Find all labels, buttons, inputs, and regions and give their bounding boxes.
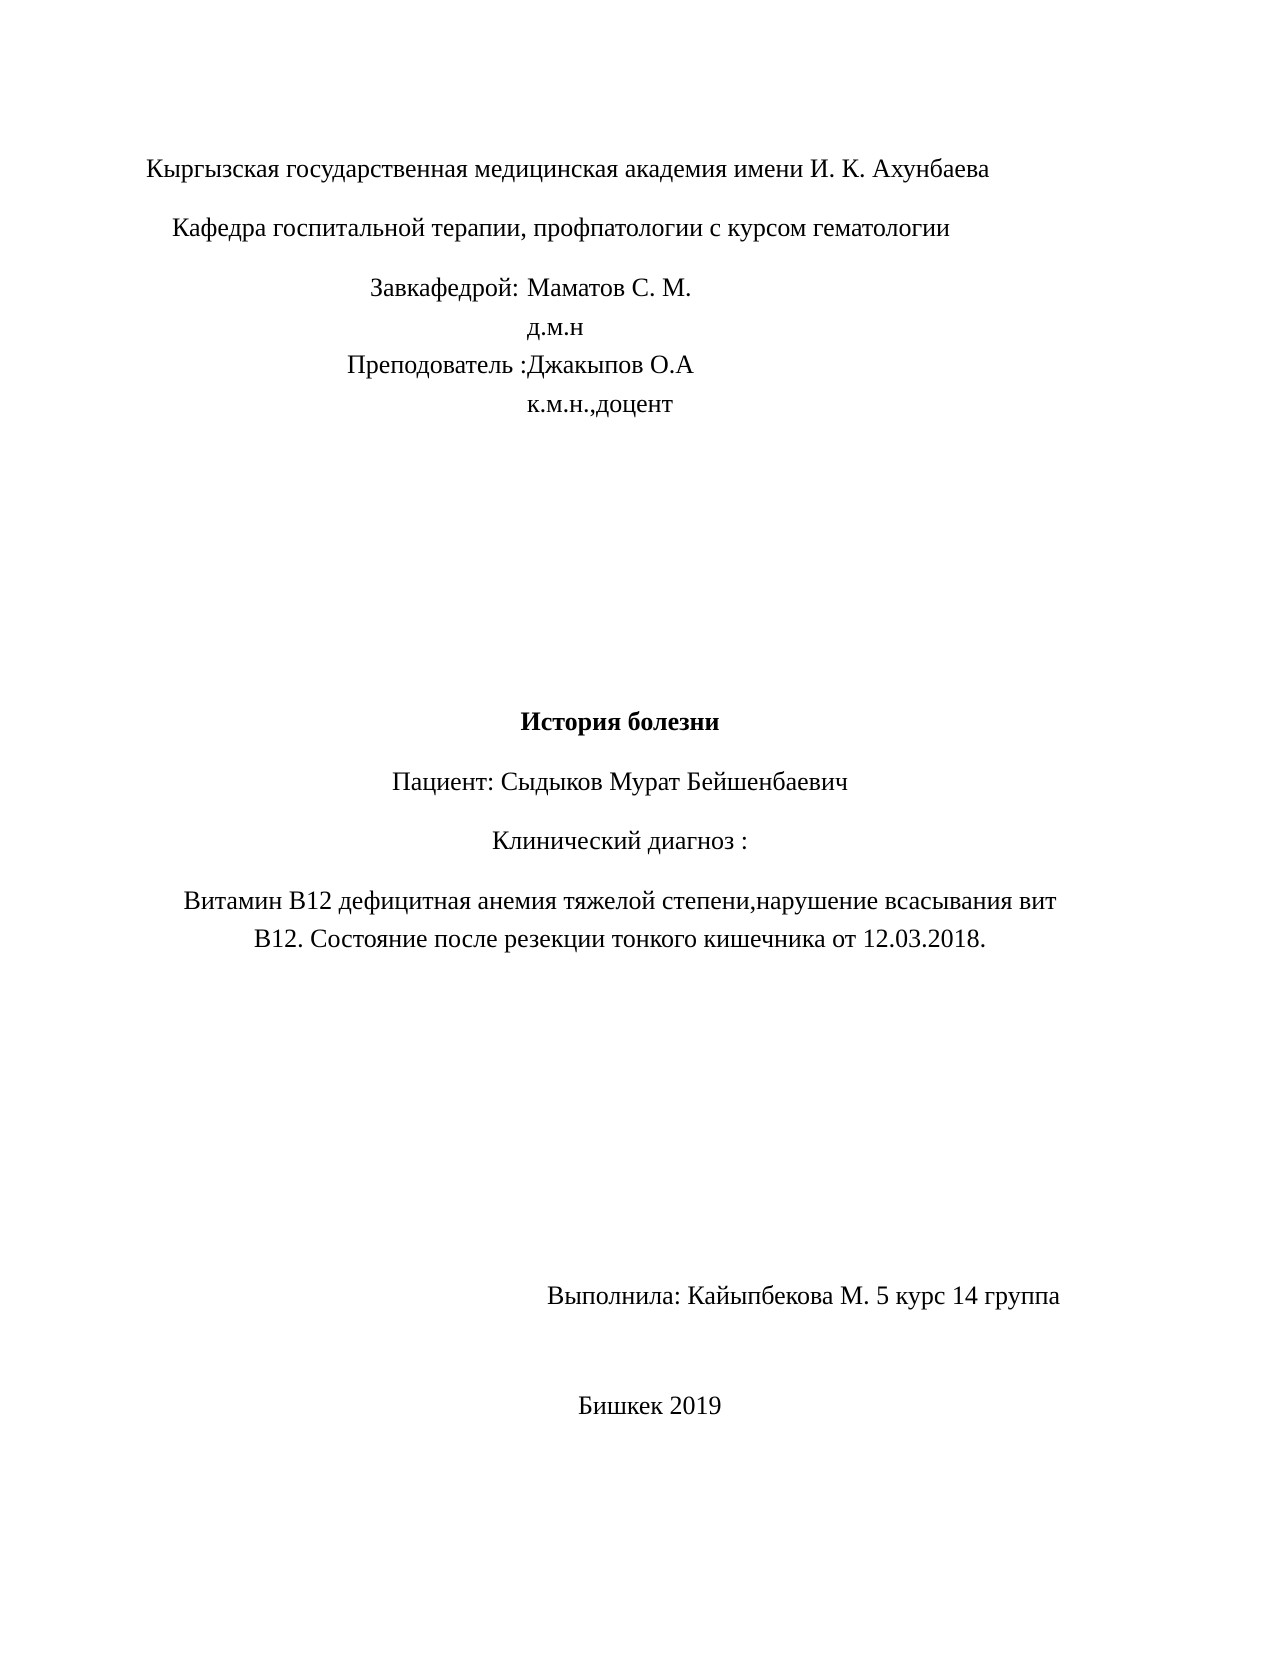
head-degree: д.м.н — [527, 312, 584, 341]
teacher-label: Преподователь : — [347, 350, 527, 379]
diagnosis-line-2: В12. Состояние после резекции тонкого кишечника от 12.03.2018. — [253, 924, 987, 953]
head-name: Маматов С. М. — [527, 273, 692, 302]
patient-name: Пациент: Сыдыков Мурат Бейшенбаевич — [392, 767, 848, 796]
diagnosis-label: Клинический диагноз : — [491, 826, 749, 855]
institution-name: Кыргызская государственная медицинская академия имени И. К. Ахунбаева — [146, 154, 990, 183]
teacher-name: Джакыпов О.А — [527, 350, 695, 379]
department-name: Кафедра госпитальной терапии, профпатологии с курсом гематологии — [172, 213, 950, 242]
teacher-degree: к.м.н.,доцент — [527, 389, 673, 418]
document-title: История болезни — [520, 707, 720, 736]
performed-by: Выполнила: Кайыпбекова М. 5 курс 14 группа — [547, 1281, 1061, 1310]
city-year: Бишкек 2019 — [578, 1391, 722, 1420]
head-label: Завкафедрой: — [369, 273, 519, 302]
diagnosis-line-1: Витамин В12 дефицитная анемия тяжелой степени,нарушение всасывания вит — [183, 886, 1057, 915]
